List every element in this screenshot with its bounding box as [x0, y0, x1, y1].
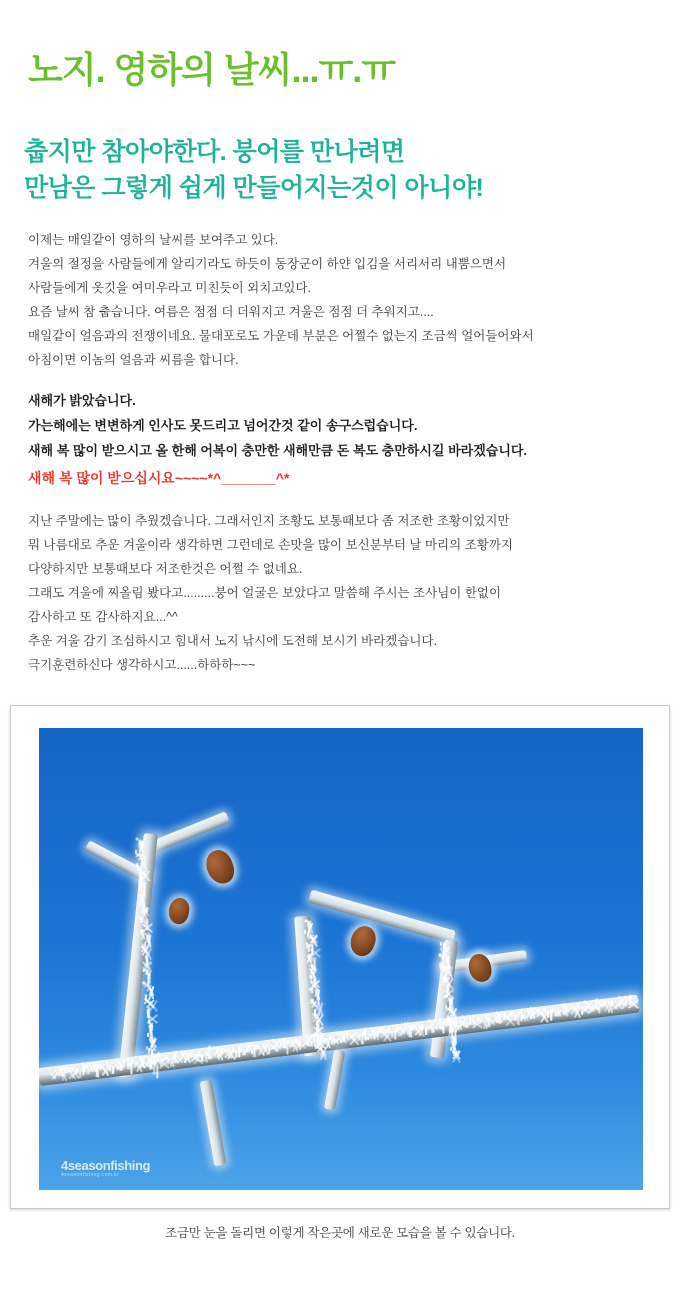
paragraph1-line-6: 아침이면 이놈의 얼음과 씨름을 합니다.	[28, 353, 239, 368]
frost-crystal	[251, 1050, 253, 1054]
branch-bud-1	[202, 847, 237, 887]
greeting-highlight: 새해 복 많이 받으십시요~~~~*^_______^*	[28, 470, 290, 487]
paragraph2-line-1: 지난 주말에는 많이 추웠겠습니다. 그래서인지 조황도 보통때보다 좀 저조한 조황이었지만	[28, 514, 510, 529]
branch-twig-lower-left	[200, 1080, 227, 1167]
paragraph2-line-4: 그래도 겨울에 찌올림 봤다고.........붕어 얼굴은 보았다고 말씀해 주시는 조사님이 한없이	[28, 586, 502, 601]
greeting-line-2: 가는해에는 변변하게 인사도 못드리고 넘어간것 같이 송구스럽습니다.	[28, 418, 418, 434]
greeting-line-3: 새해 복 많이 받으시고 올 한해 어복이 충만한 새해만큼 돈 복도 충만하시길 바라겠습니다.	[28, 443, 528, 459]
frost-crystal	[607, 1000, 610, 1004]
photo-watermark	[61, 1159, 150, 1178]
frost-crystal	[95, 1068, 97, 1072]
page-title: 노지. 영하의 날씨...ㅠ.ㅠ	[28, 49, 395, 91]
paragraph-spacer-2	[28, 492, 658, 509]
photo-caption: 조금만 눈을 돌리면 이렇게 작은곳에 새로운 모습을 볼 수 있습니다.	[165, 1226, 515, 1241]
frost-crystal	[529, 1015, 532, 1019]
branch-twig-middle	[308, 890, 456, 944]
subtitle-block	[0, 114, 680, 207]
watermark-main-text: 4seasonfishing	[61, 1158, 151, 1174]
watermark-sub-text: 4seasonfishing.com.kr	[61, 1171, 120, 1178]
paragraph1-line-1: 이제는 매일같이 영하의 날씨를 보여주고 있다.	[28, 233, 279, 248]
paragraph-spacer-1	[28, 372, 658, 389]
photo-frame	[10, 705, 670, 1209]
article-page	[0, 24, 680, 1257]
branch-bud-2	[167, 896, 192, 926]
subtitle-line-2: 만남은 그렇게 쉽게 만들어지는것이 아니야!	[24, 174, 484, 203]
paragraph2-line-3: 다양하지만 보통때보다 저조한것은 어쩔 수 없네요.	[28, 562, 303, 577]
greeting-line-1: 새해가 밝았습니다.	[28, 393, 136, 409]
branch-bud-3	[346, 923, 379, 960]
paragraph1-line-3: 사람들에게 옷깃을 여미우라고 미친듯이 외치고있다.	[28, 281, 312, 296]
frost-crystal	[407, 1031, 409, 1035]
paragraph1-line-4: 요즘 날씨 참 춥습니다. 여름은 점점 더 더워지고 겨울은 점점 더 추워지고....	[28, 305, 434, 320]
subtitle-line-1: 춥지만 참아야한다. 붕어를 만나려면	[24, 137, 405, 166]
paragraph2-line-6: 추운 겨울 감기 조심하시고 힘내서 노지 낚시에 도전해 보시기 바라겠습니다.	[28, 634, 438, 649]
article-body	[0, 206, 658, 677]
paragraph2-line-7: 극기훈련하신다 생각하시고......하하하~~~	[28, 658, 256, 673]
frost-crystal	[156, 1065, 158, 1078]
frost-covered-branch-photo	[39, 728, 643, 1190]
paragraph2-line-2: 뭐 나름대로 추운 겨울이라 생각하면 그런데로 손맛을 많이 보신분부터 날 마리의 조황까지	[28, 538, 513, 553]
paragraph1-line-5: 매일같이 얼음과의 전쟁이네요. 물대포로도 가운데 부분은 어쩔수 없는지 조금씩 얼어들어와서	[28, 329, 534, 344]
paragraph1-line-2: 겨울의 절정을 사람들에게 알리기라도 하듯이 동장군이 하얀 입김을 서리서리 내뿜으면서	[28, 257, 507, 272]
paragraph2-line-5: 감사하고 또 감사하지요...^^	[28, 610, 178, 625]
